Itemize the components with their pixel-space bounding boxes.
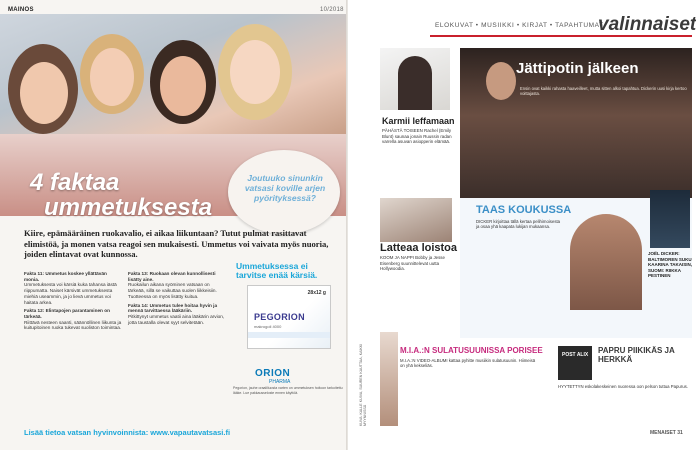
- fact-heading: Fakta 14: Ummetus tulee hoitaa hyvin ja mennä tarvittaessa lääkäriin.: [128, 302, 218, 314]
- story6-title: PAPRU PIIKIKÄS JA HERKKÄ: [598, 346, 675, 364]
- story2-text: Ensin ovat kaikki rahasta haaveilleet, mutta sitten alkoi tapahtua. Dickerin uusi kirja kertoo voittajasta.: [520, 86, 687, 97]
- photo-credit: KUVA: KALLE KUIVA, SUUREN KAUTTAA, KAIKKI MYYNNISSÄ: [359, 343, 367, 426]
- story1-title: Karmii leffamaan: [382, 116, 455, 126]
- page-footer: MENAISET 31: [650, 430, 683, 436]
- section-bar: [430, 35, 692, 37]
- book-caption: JOËL DICKER: BALTIMOREN SUKU KAARINA TAKAISIN, SUOMI: RIIKKA PESTINEN: [648, 251, 692, 278]
- story3-title: Latteaa loistoa: [380, 242, 458, 254]
- story4-text: DICKER kirjoittaa tällä kertaa pelihimoisesta ja osaa yhä kaapata lukijan mukaansa.: [476, 219, 561, 230]
- book-cover: [650, 190, 690, 248]
- header-issue: 10/2018: [320, 7, 344, 13]
- title-line2: ummetuksesta: [44, 194, 213, 221]
- product-size: 28x12 g: [307, 290, 326, 296]
- ad-fineprint: Pegorion, jauhe oraaliliuosta varten on ummetuksen hoitoon tarkoitettu lääke. Lue pakkausseloste ennen käyttöä.: [233, 386, 343, 395]
- fact-text: Ummetuksesta voi kärsiä kuka tahansa iästä riippumatta. Naiset kärsivät ummetuksesta miehiä useammin, ja jo lievä ummetus voi haitata arkea.: [24, 282, 117, 305]
- story1-photo: [380, 48, 450, 110]
- footer-link[interactable]: Lisää tietoa vatsan hyvinvoinnista: www.vapautavatsasi.fi: [24, 428, 231, 437]
- brand-sub: PHARMA: [269, 379, 291, 385]
- story6-text: HYYTETTYN eskolakeskeinen nuoressa oon pelson tuttua Papurus.: [558, 384, 688, 389]
- story3-photo: [380, 198, 452, 242]
- story5-text: M.I.A.:N VIDEO-ALBUMI kattaa pyhitte musiikin sulatusuunin. Hiimeisä on yhä kekseliäs.: [400, 358, 536, 369]
- column-1: [24, 268, 122, 331]
- story1-text: PÄHÄSTÄ TOISEEN Rachel (Emily Blunt) saunaa jonain Ruussin radan varrella asuvan asiopperin elämää.: [382, 128, 452, 145]
- story6-badge: [558, 346, 592, 380]
- story3-text: KOOM JA NAPPI Bobby ja Jesse Eisenberg suunnittelevat uutta Hollywoodia.: [380, 255, 445, 272]
- story2-title: Jättipotin jälkeen: [516, 60, 639, 77]
- fact-heading: Fakta 12: Elintapojen parantaminen on tärkeää.: [24, 308, 110, 319]
- product-name: PEGORION: [254, 312, 305, 322]
- main-title: [30, 169, 330, 221]
- column-2: [128, 268, 226, 325]
- ad-title: Ummetuksessa ei tarvitse enää kärsiä.: [236, 261, 318, 280]
- brand-logo: ORION: [255, 368, 291, 379]
- bubble-text: Joutuuko sinunkin vatsasi koville arjen pyörityksessä?: [244, 173, 326, 203]
- story4-title: TAAS KOUKUSSA: [476, 204, 572, 216]
- header-brand: MAINOS: [8, 7, 34, 13]
- fact-text: Pitkittynyt ummetus vaatii aina lääkärin arvion, jotta taustalla olevat syyt selvitetään.: [128, 313, 225, 325]
- story4-photo: [570, 214, 642, 310]
- fact-heading: Fakta 11: Ummetus koskee yllättävän monia.: [24, 271, 107, 282]
- section-tabs: ELOKUVAT • MUSIIKKI • KIRJAT • TAPAHTUMAT: [435, 22, 604, 29]
- section-brand: valinnaiset: [598, 14, 696, 35]
- story5-photo: [380, 332, 398, 426]
- lead-paragraph: Kiire, epämääräinen ruokavalio, ei aikaa liikuntaan? Tutut pulmat rasittavat elimistöä, ja monen vatsa reagoi sen mukaisesti. Ummetus voi vaivata myös nuoria, joiden elintavat ovat kunnossa.: [24, 228, 329, 259]
- product-sub: makrogoli 4000: [254, 324, 282, 329]
- fact-text: Ruokailun aikana syöminen vatsaan on tärkeää, sillä se vaikuttaa suolen liikkeisiin. Tuotteessa on myös lisätty kuitua.: [128, 282, 217, 299]
- title-line1: 4 faktaa: [30, 169, 120, 196]
- badge-text: POST ALIX: [562, 352, 589, 358]
- product-box: [247, 285, 331, 349]
- fact-heading: Fakta 13: Ruokaan olevan kunnollisesti lisätty aine.: [128, 271, 216, 282]
- fact-text: Riittävä nesteen saanti, säännöllinen liikunta ja kuitupitoinen ruoka tukevat suoliston toimintaa.: [24, 319, 122, 331]
- story5-title: M.I.A.:N SULATUSUUNISSA PORISEE: [400, 346, 543, 355]
